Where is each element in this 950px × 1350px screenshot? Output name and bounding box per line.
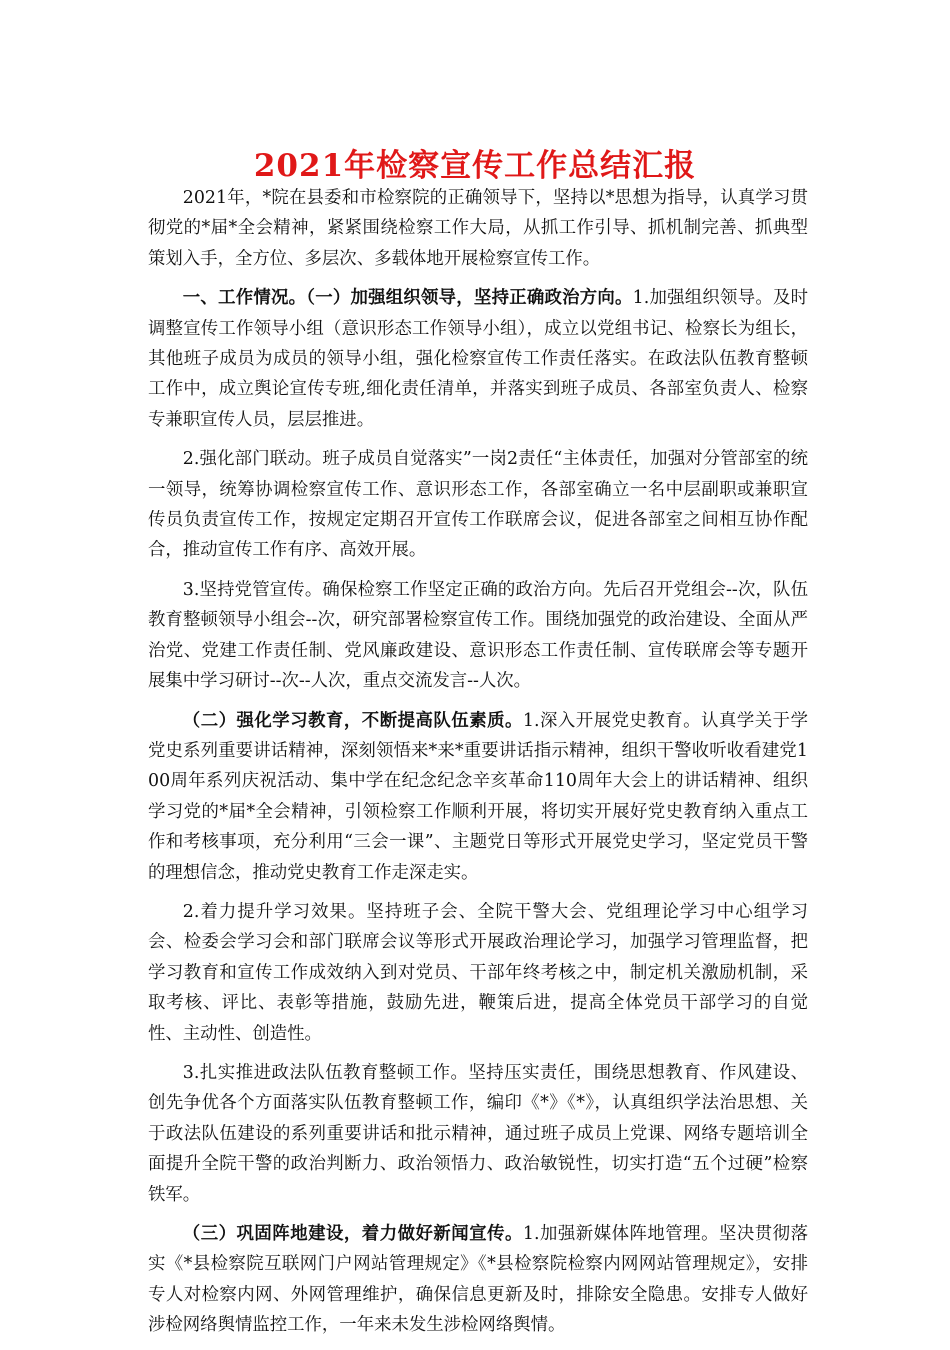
paragraph-text: 1.深入开展党史教育。认真学关于学党史系列重要讲话精神，深刻领悟来*来*重要讲话指示精神，组织干警收听收看建党100周年系列庆祝活动、集中学在纪念纪念辛亥革命110周年大会上的讲话精神、组织学习党的*届*全会精神，引领检察工作顺利开展，将切实开展好党史教育纳入重点工作和考核事项，充分利用“三会一课”、主题党日等形式开展党史学习，坚定党员干警的理想信念，推动党史教育工作走深走实。	[148, 710, 808, 883]
section-heading: （三）巩固阵地建设，着力做好新闻宣传。	[182, 1224, 523, 1244]
section-heading: （二）强化学习教育，不断提高队伍素质。	[182, 710, 523, 731]
paragraph-intro	[148, 183, 808, 274]
paragraph-section-2	[148, 706, 808, 888]
paragraph-item-2	[148, 444, 808, 566]
paragraph-item-3	[148, 575, 808, 697]
paragraph-text: 1.加强新媒体阵地管理。坚决贯彻落实《*县检察院互联网门户网站管理规定》《*县检察院检察内网网站管理规定》，安排专人对检察内网、外网管理维护，确保信息更新及时，排除安全隐患。安排专人做好涉检网络舆情监控工作，一年来未发生涉检网络舆情。	[148, 1224, 808, 1336]
paragraph-text: 2.强化部门联动。班子成员自觉落实”一岗2责任“主体责任，加强对分管部室的统一领导，统筹协调检察宣传工作、意识形态工作，各部室确立一名中层副职或兼职宣传员负责宣传工作，按规定定期召开宣传工作联席会议，促进各部室之间相互协作配合，推动宣传工作有序、高效开展。	[148, 449, 808, 561]
document-title: 2021年检察宣传工作总结汇报	[253, 148, 697, 184]
paragraph-item-3b	[148, 1058, 808, 1210]
paragraph-item-2b	[148, 897, 808, 1049]
section-heading: 一、工作情况。（一）加强组织领导，坚持正确政治方向。	[182, 288, 633, 309]
paragraph-text: 1.加强组织领导。及时调整宣传工作领导小组（意识形态工作领导小组），成立以党组书记、检察长为组长，其他班子成员为成员的领导小组，强化检察宣传工作责任落实。在政法队伍教育整顿工作中，成立舆论宣传专班,细化责任清单，并落实到班子成员、各部室负责人、检察专兼职宣传人员，层层推进。	[148, 288, 808, 430]
paragraph-section-3	[148, 1219, 808, 1341]
paragraph-text: 2.着力提升学习效果。坚持班子会、全院干警大会、党组理论学习中心组学习会、检委会学习会和部门联席会议等形式开展政治理论学习，加强学习管理监督，把学习教育和宣传工作成效纳入到对党员、干部年终考核之中，制定机关激励机制，采取考核、评比、表彰等措施，鼓励先进，鞭策后进，提高全体党员干部学习的自觉性、主动性、创造性。	[148, 901, 808, 1044]
paragraph-text: 3.扎实推进政法队伍教育整顿工作。坚持压实责任，围绕思想教育、作风建设、创先争优各个方面落实队伍教育整顿工作，编印《*》《*》，认真组织学法治思想、关于政法队伍建设的系列重要讲话和批示精神，通过班子成员上党课、网络专题培训全面提升全院干警的政治判断力、政治领悟力、政治敏锐性，切实打造“五个过硬”检察铁军。	[148, 1062, 808, 1205]
paragraph-text: 2021年，*院在县委和市检察院的正确领导下，坚持以*思想为指导，认真学习贯彻党的*届*全会精神，紧紧围绕检察工作大局，从抓工作引导、抓机制完善、抓典型策划入手，全方位、多层次、多载体地开展检察宣传工作。	[148, 188, 808, 269]
document-body	[148, 183, 808, 1350]
paragraph-text: 3.坚持党管宣传。确保检察工作坚定正确的政治方向。先后召开党组会--次，队伍教育整顿领导小组会--次，研究部署检察宣传工作。围绕加强党的政治建设、全面从严治党、党建工作责任制、党风廉政建设、意识形态工作责任制、宣传联席会等专题开展集中学习研讨--次--人次，重点交流发言--人次。	[148, 579, 808, 692]
paragraph-section-1	[148, 283, 808, 435]
